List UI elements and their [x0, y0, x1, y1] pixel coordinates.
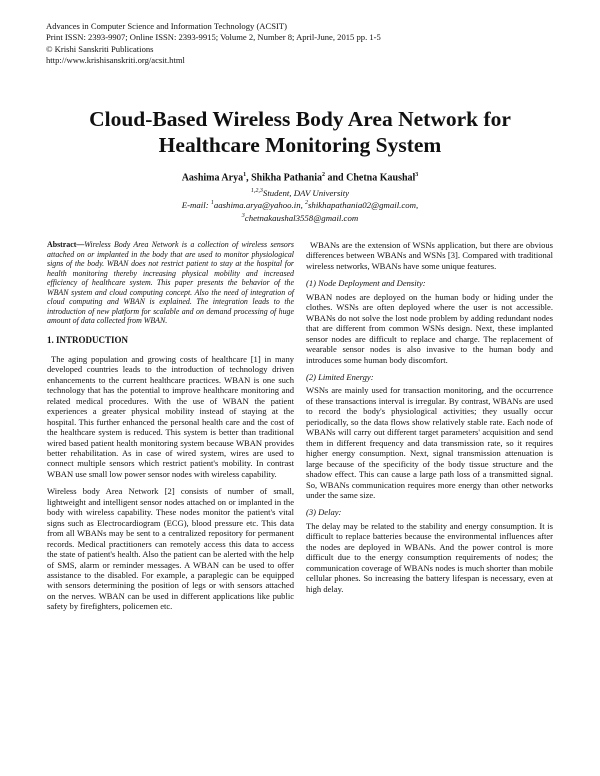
paragraph: WBANs are the extension of WSNs application, but there are obvious differences between WBANs and WSNs [3]. Compared with traditional wireless networks, WBANs have some unique features. [306, 240, 553, 271]
affil-org: Student, DAV University [262, 187, 350, 198]
email-3[interactable]: chetnakaushal3558@gmail.com [244, 212, 359, 223]
left-column [47, 240, 294, 619]
issn-line: Print ISSN: 2393-9907; Online ISSN: 2393-9915; Volume 2, Number 8; April-June, 2015 pp. 1-5 [46, 32, 381, 43]
paragraph: WSNs are mainly used for transaction monitoring, and the occurrence of these transactions interval is irregular. By contrast, WBANs are used to record the body's physiological activities; they usually occur periodically, so the data flows show relatively stable rate. Each node of WBANs will carry out different target parameters' acquisition and send them in different frequency and data transmission rate, so it requires higher energy consumption. Next, signal transmission attenuation is large because of the specificity of the body tissue structure and the shadow effect. This can cause a large path loss of a transmitted signal. So, WBANs communication requires more energy than other networks under the same size. [306, 385, 553, 500]
affiliation [30, 186, 570, 223]
author-2: Shikha Pathania [251, 172, 322, 184]
email-3-sup: 3 [241, 212, 245, 219]
author-sep-1: , [246, 172, 252, 184]
author-2-sup: 2 [321, 172, 325, 178]
subsection-title-limited-energy: (2) Limited Energy: [306, 371, 374, 382]
title-line-1: Cloud-Based Wireless Body Area Network for [89, 107, 511, 131]
paper-title [30, 106, 570, 158]
abstract [47, 240, 294, 326]
abstract-dash: — [76, 240, 85, 249]
author-list [30, 172, 570, 183]
author-1-sup: 1 [243, 172, 247, 178]
right-column [306, 240, 553, 601]
email-1[interactable]: aashima.arya@yahoo.in, [213, 200, 305, 211]
email-2-sup: 2 [305, 200, 308, 207]
journal-name: Advances in Computer Science and Information Technology (ACSIT) [46, 21, 287, 31]
abstract-text: Wireless Body Area Network is a collection of wireless sensors attached on or implanted in the body that are used to monitor physiological signs of the body. WBAN does not restrict patient to stay at the hospital for health monitoring thereby increasing physical mobility and increased efficiency of healthcare system. This paper presents the behavior of the WBAN system and cloud computing concept. Also the need of integration of cloud computing and WBAN is explained. The integration leads to the introduction of new platform for scalable and on demand processing of huge amount of data collected from WBAN. [47, 240, 294, 325]
paragraph: Wireless body Area Network [2] consists of number of small, lightweight and intelligent sensor nodes attached on or implanted in the body with wireless capability. These nodes monitor the patient's vital signs such as Electrocardiogram (ECG), blood pressure etc. This data from all WBANs may be sent to a centralized repository for permanent records. Medical practitioners can remotely access this data to access the state of patient's health. Also the patient can be alerted with the help of SMS, alarm or reminder messages. A WBAN can be used to offer assistance to the disabled. For example, a paraplegic can be equipped with sensors determining the position of legs or with sensors attached on the nerves. WBAN can be used in different applications like public safety by firefighters, policemen etc. [47, 486, 294, 612]
title-line-2: Healthcare Monitoring System [158, 133, 442, 157]
affil-sup: 1,2,3 [250, 188, 263, 194]
author-1: Aashima Arya [181, 172, 244, 184]
email-2[interactable]: shikhapathania02@gmail.com, [308, 200, 419, 211]
subsection-title-delay: (3) Delay: [306, 507, 342, 518]
email-1-sup: 1 [210, 200, 214, 207]
section-heading-introduction: 1. INTRODUCTION [47, 334, 129, 345]
author-3-sup: 3 [415, 172, 419, 178]
subsection-title-node-deployment: (1) Node Deployment and Density: [306, 278, 426, 289]
paragraph: The delay may be related to the stability and energy consumption. It is difficult to replace batteries because the environmental influences after the nodes are deployed in WBANs. And the power control is more difficult due to the energy consumption requirements of nodes; the communication coverage of WBANs nodes is much shorter than mobile cellular phones. So increasing the battery lifespan is necessary, even at high delay. [306, 520, 553, 594]
author-sep-2: and [324, 172, 347, 184]
author-3: Chetna Kaushal [346, 172, 416, 184]
paragraph: WBAN nodes are deployed on the human body or hiding under the clothes. WSNs are often deployed where the user is not accessible. WBANs do not solve the lost node problem by adding redundant nodes that are different from common WSNs design. Next, these implanted sensor nodes are difficult to replace and charge. The replacement of wearable sensor nodes is also invasive to the human body and introduces some human body discomfort. [306, 291, 553, 365]
paragraph: The aging population and growing costs of healthcare [1] in many developed countries leads to the introduction of technology driven enhancements to the current healthcare practices. WBAN is one such technology that has the potential to improve healthcare monitoring and related medical procedures. With the use of WBAN the patient experiences a greater physical mobility instead of staying at the hospital. This further enhanced the personal health care and the cost of the healthcare system is reduced. This system is better than traditional wired based patient health monitoring system because WBAN provides better rehabilitation. As in case of wired system, wires are used to connect multiple sensors which restrict patient's mobility. In contrast WBAN use small low power sensor nodes with wireless capability. [47, 353, 294, 479]
journal-url[interactable]: http://www.krishisanskriti.org/acsit.html [46, 55, 185, 66]
journal-header [46, 21, 381, 67]
abstract-label: Abstract [47, 240, 77, 249]
email-label: E-mail: [181, 200, 211, 211]
copyright-line: © Krishi Sanskriti Publications [46, 43, 154, 54]
